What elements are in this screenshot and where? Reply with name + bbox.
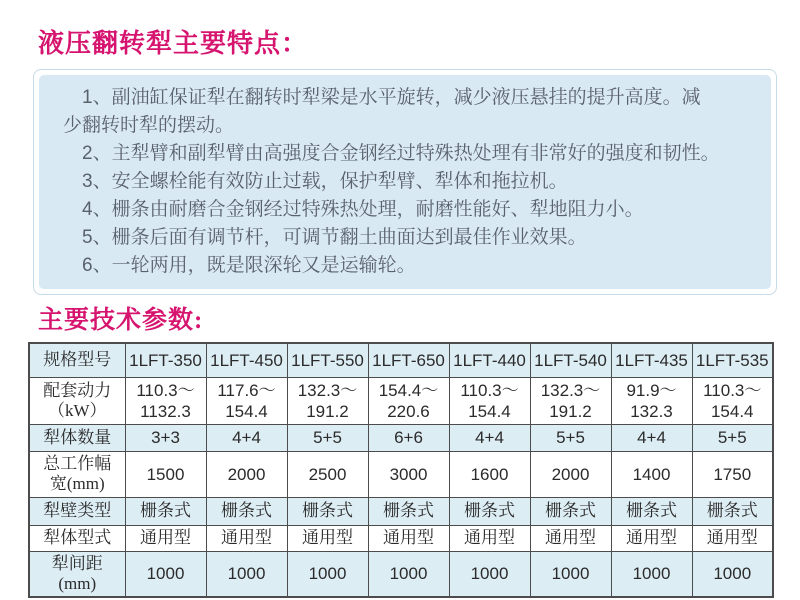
value-cell: 154.4～ 220.6	[368, 377, 449, 424]
value-cell: 通用型	[125, 525, 206, 551]
value-cell: 1000	[611, 551, 692, 597]
value-cell: 1000	[287, 551, 368, 597]
value-cell: 栅条式	[530, 497, 611, 525]
value-cell: 6+6	[368, 424, 449, 451]
value-cell: 4+4	[206, 424, 287, 451]
value-cell: 通用型	[206, 525, 287, 551]
model-header-cell: 1LFT-450	[206, 343, 287, 377]
table-row	[29, 497, 773, 525]
model-header-cell: 1LFT-540	[530, 343, 611, 377]
features-title: 液压翻转犁主要特点：	[38, 29, 309, 58]
value-cell: 3+3	[125, 424, 206, 451]
value-cell: 栅条式	[611, 497, 692, 525]
model-header-cell: 1LFT-435	[611, 343, 692, 377]
model-header-cell: 1LFT-550	[287, 343, 368, 377]
value-cell: 1000	[449, 551, 530, 597]
value-cell: 4+4	[449, 424, 530, 451]
row-label-cell: 犁体数量	[29, 424, 125, 451]
value-cell: 132.3～ 191.2	[530, 377, 611, 424]
value-cell: 通用型	[449, 525, 530, 551]
features-panel	[33, 69, 777, 295]
value-cell: 2500	[287, 451, 368, 497]
value-cell: 1600	[449, 451, 530, 497]
feature-item: 1、副油缸保证犁在翻转时犁梁是水平旋转，减少液压悬挂的提升高度。减 少翻转时犁的摆动。	[63, 87, 701, 136]
specs-table	[28, 342, 774, 598]
table-row	[29, 525, 773, 551]
table-row	[29, 377, 773, 424]
table-body	[29, 377, 773, 597]
table-row	[29, 424, 773, 451]
row-label-cell: 犁壁类型	[29, 497, 125, 525]
table-header-row	[29, 343, 773, 377]
table-row	[29, 551, 773, 597]
model-header-cell: 1LFT-440	[449, 343, 530, 377]
value-cell: 1400	[611, 451, 692, 497]
model-header-cell: 1LFT-535	[692, 343, 773, 377]
value-cell: 1000	[692, 551, 773, 597]
value-cell: 通用型	[611, 525, 692, 551]
value-cell: 110.3～ 154.4	[692, 377, 773, 424]
value-cell: 2000	[206, 451, 287, 497]
value-cell: 3000	[368, 451, 449, 497]
row-label-cell: 配套动力 （kW）	[29, 377, 125, 424]
value-cell: 110.3～ 154.4	[449, 377, 530, 424]
feature-item: 2、主犁臂和副犁臂由高强度合金钢经过特殊热处理有非常好的强度和韧性。	[82, 143, 720, 164]
params-title: 主要技术参数:	[38, 307, 204, 334]
value-cell: 栅条式	[206, 497, 287, 525]
table-row	[29, 451, 773, 497]
value-cell: 132.3～ 191.2	[287, 377, 368, 424]
feature-item: 4、栅条由耐磨合金钢经过特殊热处理，耐磨性能好、犁地阻力小。	[82, 199, 644, 220]
feature-item: 3、安全螺栓能有效防止过载，保护犁臂、犁体和拖拉机。	[82, 171, 568, 192]
row-label-cell: 犁体型式	[29, 525, 125, 551]
value-cell: 栅条式	[287, 497, 368, 525]
value-cell: 通用型	[530, 525, 611, 551]
value-cell: 1000	[530, 551, 611, 597]
value-cell: 5+5	[530, 424, 611, 451]
value-cell: 栅条式	[692, 497, 773, 525]
feature-item: 6、一轮两用，既是限深轮又是运输轮。	[82, 255, 416, 276]
value-cell: 通用型	[692, 525, 773, 551]
row-label-cell: 犁间距 (mm)	[29, 551, 125, 597]
value-cell: 栅条式	[449, 497, 530, 525]
row-label-cell: 规格型号	[29, 343, 125, 377]
value-cell: 通用型	[287, 525, 368, 551]
value-cell: 91.9～ 132.3	[611, 377, 692, 424]
model-header-cell: 1LFT-350	[125, 343, 206, 377]
value-cell: 117.6～ 154.4	[206, 377, 287, 424]
value-cell: 通用型	[368, 525, 449, 551]
value-cell: 栅条式	[368, 497, 449, 525]
value-cell: 1750	[692, 451, 773, 497]
value-cell: 1000	[125, 551, 206, 597]
value-cell: 5+5	[692, 424, 773, 451]
value-cell: 栅条式	[125, 497, 206, 525]
row-label-cell: 总工作幅 宽(mm)	[29, 451, 125, 497]
value-cell: 1000	[368, 551, 449, 597]
value-cell: 4+4	[611, 424, 692, 451]
value-cell: 1500	[125, 451, 206, 497]
model-header-cell: 1LFT-650	[368, 343, 449, 377]
feature-item: 5、栅条后面有调节杆，可调节翻土曲面达到最佳作业效果。	[82, 227, 587, 248]
features-list	[39, 75, 771, 289]
value-cell: 1000	[206, 551, 287, 597]
value-cell: 110.3～ 1132.3	[125, 377, 206, 424]
value-cell: 2000	[530, 451, 611, 497]
value-cell: 5+5	[287, 424, 368, 451]
